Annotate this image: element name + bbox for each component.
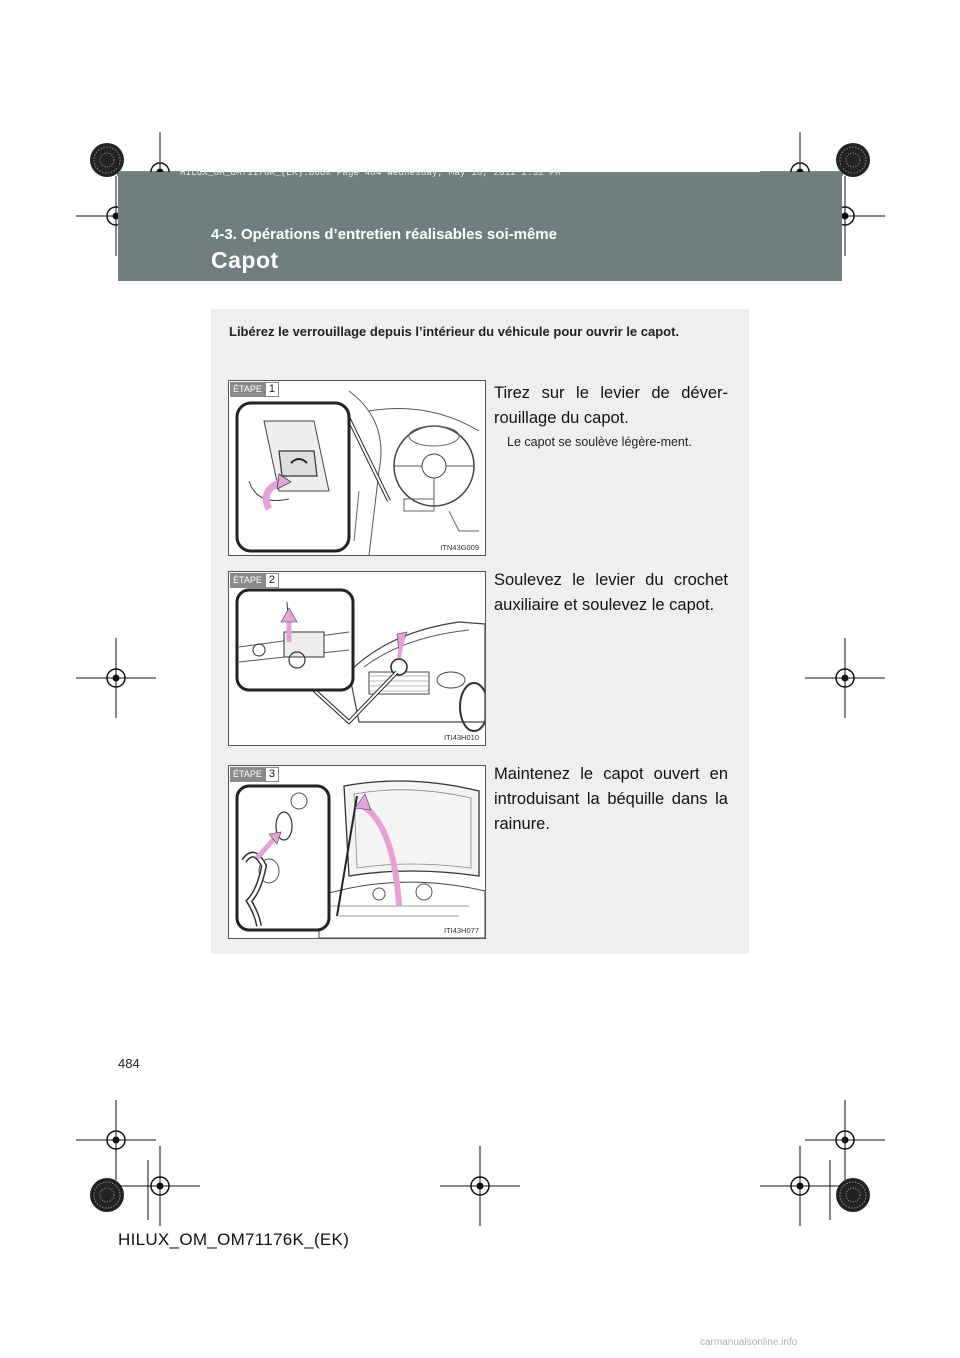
step-2-number: 2: [265, 573, 279, 588]
section-label: 4-3. Opérations d’entretien réalisables soi-même: [211, 226, 557, 243]
figure-code-step-1: ITN43G009: [440, 543, 479, 552]
step-2-label: ÉTAPE: [230, 573, 265, 588]
page-title: Capot: [211, 247, 279, 273]
hood-support-rod-illustration: [229, 766, 485, 938]
figure-code-step-3: ITI43H077: [443, 926, 479, 935]
auxiliary-catch-illustration: [229, 572, 485, 745]
print-stamp: HILUX_OM_OM71176K_(EK).book Page 484 Wednesday, May 16, 2012 2:32 PM: [180, 168, 561, 178]
intro-text: Libérez le verrouillage depuis l’intérieur du véhicule pour ouvrir le capot.: [229, 324, 680, 339]
watermark: carmanualsonline.info: [700, 1337, 798, 1348]
step-1-tag: [230, 382, 279, 397]
hood-release-lever-illustration: [229, 381, 485, 555]
step-2-tag: [230, 573, 279, 588]
figure-step-3: [228, 765, 486, 939]
step-3-text: Maintenez le capot ouvert en introduisant la béquille dans la rainure.: [494, 765, 728, 833]
step-2-text: Soulevez le levier du crochet auxiliaire et soulevez le capot.: [494, 571, 728, 614]
figure-code-step-2: ITI43H010: [443, 733, 479, 742]
step-1-text: Tirez sur le levier de déver-rouillage du capot.: [494, 384, 728, 427]
figure-step-2: [228, 571, 486, 746]
step-1-label: ÉTAPE: [230, 382, 265, 397]
document-code: HILUX_OM_OM71176K_(EK): [118, 1230, 350, 1249]
step-1-number: 1: [265, 382, 279, 397]
step-3-label: ÉTAPE: [230, 767, 265, 782]
step-1-note: Le capot se soulève légère-ment.: [507, 435, 692, 449]
step-3-number: 3: [265, 767, 279, 782]
step-3-tag: [230, 767, 279, 782]
page-number: 484: [118, 1056, 140, 1071]
figure-step-1: [228, 380, 486, 556]
